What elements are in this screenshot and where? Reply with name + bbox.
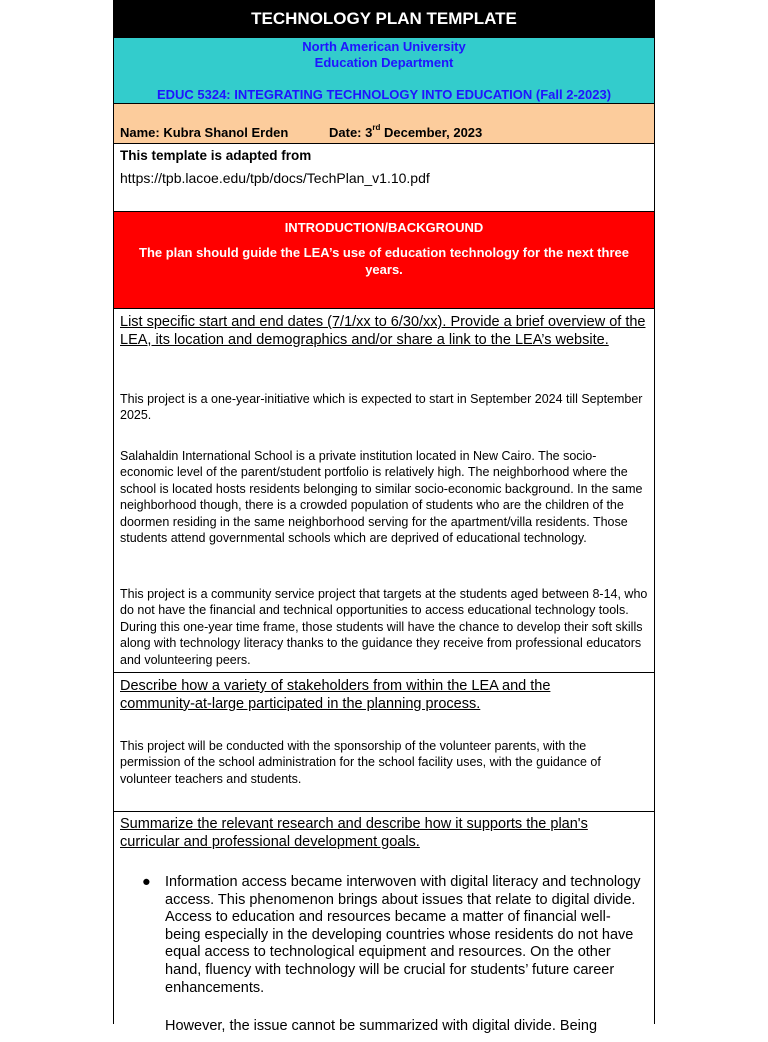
- technology-plan-document: [113, 0, 655, 1034]
- section-stakeholders: [114, 673, 654, 812]
- stakeholders-question: Describe how a variety of stakeholders from within the LEA and the community-at-large participated in the planning process.: [120, 678, 551, 712]
- overview-school-paragraph: Salahaldin International School is a private institution located in New Cairo. The socio-economic level of the parent/student portfolio is relatively high. The neighborhood where the school is located hosts residents belonging to similar socio-economic background. In the same neighborhood though, there is a crowded population of students who are the children of the doormen residing in the same neighborhood serving for the apartment/villa residents. Those students attend governmental schools which are deprived of educational technology.: [120, 449, 643, 546]
- university-header: [114, 38, 654, 104]
- author-name: Name: Kubra Shanol Erden: [120, 125, 289, 140]
- research-bullet-text: Information access became interwoven with digital literacy and technology access. This phenomenon brings about issues that relate to digital divide. Access to education and resources became a matter of financial well-being especially in the developing countries whose residents do not have equal access to technological equipment and resources. On the other hand, fluency with technology will be crucial for students’ future career enhancements.: [165, 874, 641, 996]
- university-name: North American University: [302, 39, 466, 54]
- course-title: EDUC 5324: INTEGRATING TECHNOLOGY INTO EDUCATION (Fall 2-2023): [156, 87, 612, 102]
- section-research: [114, 812, 654, 1042]
- overview-dates-paragraph: This project is a one-year-initiative which is expected to start in September 2024 till September 2025.: [120, 392, 643, 423]
- introduction-heading: INTRODUCTION/BACKGROUND: [284, 220, 484, 235]
- adapted-source: [114, 144, 654, 212]
- submission-date: Date: 3rd December, 2023: [329, 123, 483, 140]
- author-info: [114, 104, 654, 144]
- section-overview: [114, 309, 654, 673]
- stakeholders-paragraph: This project will be conducted with the sponsorship of the volunteer parents, with the permission of the school administration for the school facility uses, with the guidance of volunteer teachers and students.: [120, 739, 601, 786]
- research-question: Summarize the relevant research and describe how it supports the plan's curricular and professional development goals.: [120, 816, 588, 850]
- overview-project-paragraph: This project is a community service project that targets at the students aged between 8-14, who do not have the financial and technical opportunities to access educational technology tools. During this one-year time frame, those students will have the chance to develop their soft skills along with technology literacy thanks to the guidance they receive from professional educators and volunteering peers.: [120, 587, 648, 667]
- department-name: Education Department: [314, 55, 454, 70]
- document-title: TECHNOLOGY PLAN TEMPLATE: [114, 0, 654, 38]
- overview-question: List specific start and end dates (7/1/xx to 6/30/xx). Provide a brief overview of the LEA, its location and demographics and/or share a link to the LEA’s website.: [120, 314, 646, 348]
- adapted-label: This template is adapted from: [120, 148, 312, 163]
- research-continuation: However, the issue cannot be summarized with digital divide. Being: [165, 1018, 598, 1034]
- introduction-subtitle: The plan should guide the LEA’s use of education technology for the next three years.: [139, 245, 629, 277]
- bullet-icon: ●: [142, 874, 151, 890]
- introduction-banner: [114, 212, 654, 309]
- source-url[interactable]: https://tpb.lacoe.edu/tpb/docs/TechPlan_v1.10.pdf: [120, 170, 430, 186]
